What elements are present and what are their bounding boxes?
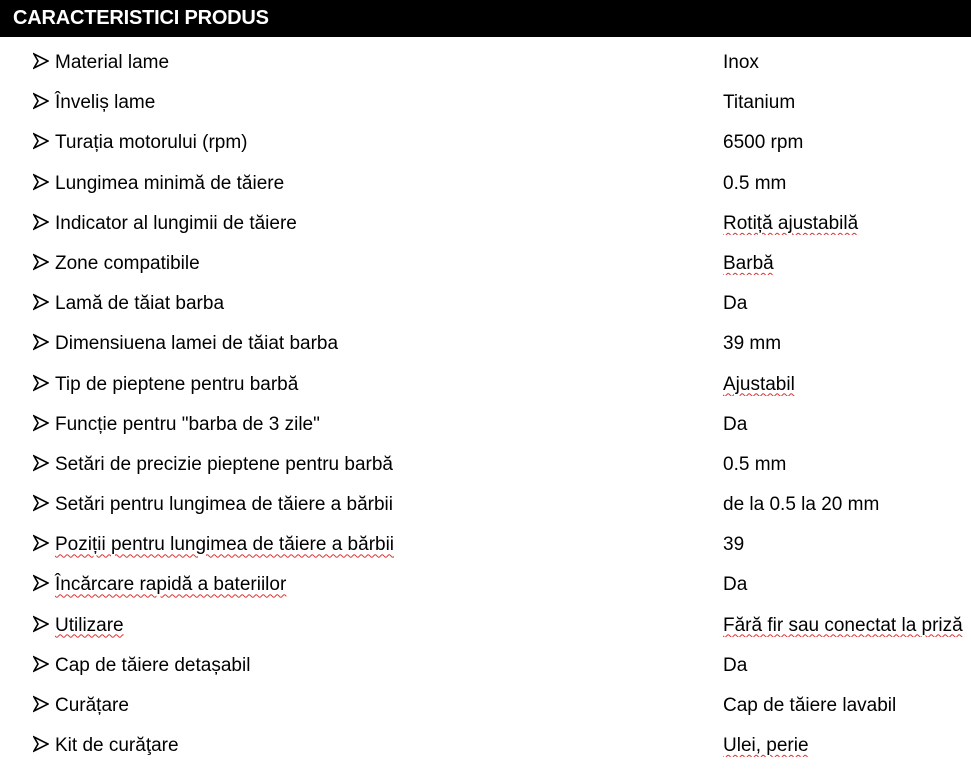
spec-row-lama-barba [0, 284, 971, 324]
spec-value: 0.5 mm [723, 453, 787, 475]
arrow-bullet-icon [33, 573, 49, 593]
spec-value: 0.5 mm [723, 172, 787, 194]
arrow-bullet-icon [33, 453, 49, 473]
spec-value: Ulei, perie [723, 735, 809, 757]
section-header [0, 0, 971, 37]
arrow-bullet-icon [33, 734, 49, 754]
spec-row-functie-3-zile [0, 405, 971, 445]
spec-value: Cap de tăiere lavabil [723, 695, 897, 716]
section-title: CARACTERISTICI PRODUS [13, 7, 269, 29]
spec-label: Setări pentru lungimea de tăiere a bărbii [55, 494, 393, 516]
spec-label: Înveliș lame [55, 92, 156, 114]
spec-row-dimensiune-lama [0, 324, 971, 364]
spec-row-utilizare [0, 606, 971, 646]
spec-row-material-lame [0, 43, 971, 83]
spec-row-setari-lungime [0, 485, 971, 525]
arrow-bullet-icon [33, 131, 49, 151]
spec-label: Curățare [55, 695, 129, 716]
spec-row-lungimea-minima [0, 164, 971, 204]
spec-label: Lamă de tăiat barba [55, 293, 225, 315]
spec-label: Setări de precizie pieptene pentru barbă [55, 453, 394, 475]
arrow-bullet-icon [33, 533, 49, 553]
arrow-bullet-icon [33, 413, 49, 433]
spec-value: 39 mm [723, 333, 782, 355]
arrow-bullet-icon [33, 292, 49, 312]
spec-row-setari-precizie [0, 445, 971, 485]
spec-list [0, 43, 971, 766]
spec-label: Cap de tăiere detașabil [55, 654, 251, 676]
spec-value: Inox [723, 52, 759, 73]
spec-row-pozitii-lungime [0, 525, 971, 565]
spec-value: 39 [723, 534, 745, 556]
spec-label: Lungimea minimă de tăiere [55, 172, 285, 194]
arrow-bullet-icon [33, 694, 49, 714]
spec-label: Material lame [55, 52, 170, 73]
spec-value: Da [723, 574, 748, 596]
spec-value: Barbă [723, 252, 774, 274]
spec-label: Zone compatibile [55, 252, 200, 274]
spec-value: Da [723, 413, 748, 435]
arrow-bullet-icon [33, 252, 49, 272]
spec-value: de la 0.5 la 20 mm [723, 494, 880, 516]
spec-label: Utilizare [55, 614, 124, 636]
spec-value: Da [723, 654, 748, 676]
arrow-bullet-icon [33, 172, 49, 192]
arrow-bullet-icon [33, 91, 49, 111]
spec-label: Tip de pieptene pentru barbă [55, 373, 299, 395]
spec-value: Rotiță ajustabilă [723, 212, 859, 234]
spec-label: Kit de curăţare [55, 735, 179, 757]
spec-value: Ajustabil [723, 373, 795, 395]
spec-row-tip-pieptene [0, 365, 971, 405]
arrow-bullet-icon [33, 373, 49, 393]
spec-value: Titanium [723, 92, 796, 114]
spec-label: Funcție pentru "barba de 3 zile" [55, 413, 320, 435]
spec-row-cap-detasabil [0, 646, 971, 686]
arrow-bullet-icon [33, 493, 49, 513]
arrow-bullet-icon [33, 51, 49, 71]
spec-value: Da [723, 293, 748, 315]
arrow-bullet-icon [33, 654, 49, 674]
spec-label: Indicator al lungimii de tăiere [55, 212, 297, 234]
spec-value: Fără fir sau conectat la priză [723, 614, 963, 636]
spec-row-invelis-lame [0, 83, 971, 123]
spec-value: 6500 rpm [723, 132, 804, 154]
spec-row-incarcare-rapida [0, 565, 971, 605]
arrow-bullet-icon [33, 332, 49, 352]
spec-label: Turația motorului (rpm) [55, 132, 248, 154]
spec-label: Poziții pentru lungimea de tăiere a bărbii [55, 534, 395, 556]
spec-label: Încărcare rapidă a bateriilor [55, 574, 287, 596]
spec-row-zone-compatibile [0, 244, 971, 284]
spec-row-curatare [0, 686, 971, 726]
spec-label: Dimensiuena lamei de tăiat barba [55, 333, 339, 355]
spec-row-turatia-motorului [0, 123, 971, 163]
spec-row-kit-curatare [0, 726, 971, 766]
spec-row-indicator-lungime [0, 204, 971, 244]
arrow-bullet-icon [33, 212, 49, 232]
arrow-bullet-icon [33, 614, 49, 634]
